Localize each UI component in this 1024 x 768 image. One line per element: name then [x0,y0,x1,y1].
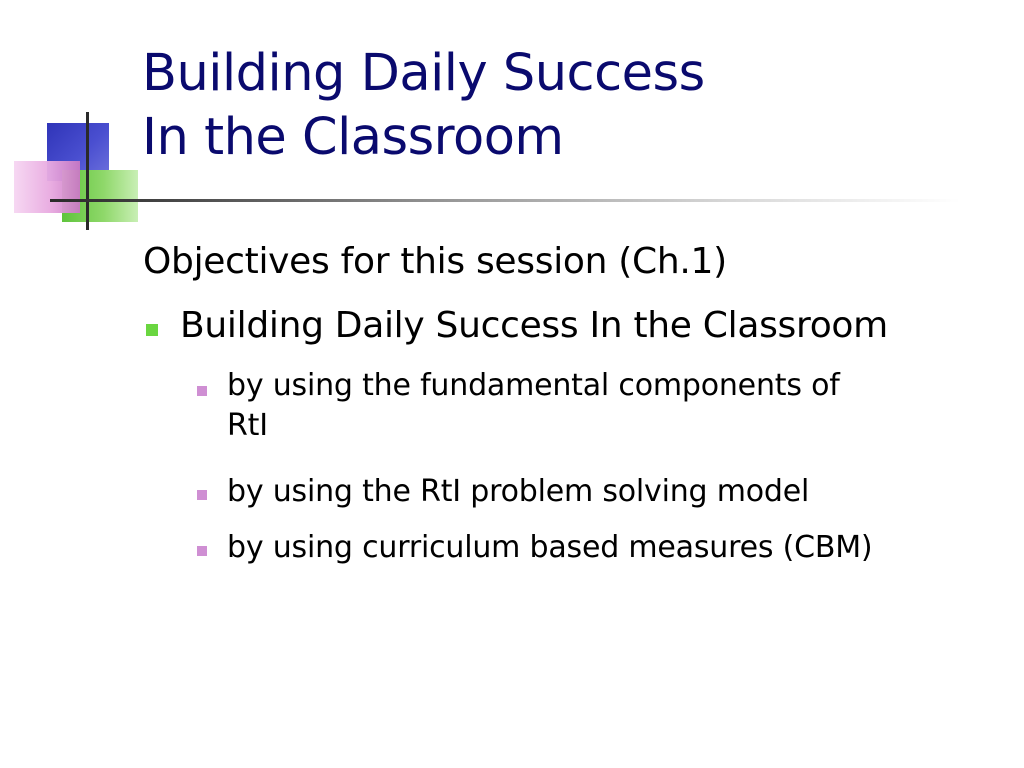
bullet-square-icon [146,324,158,336]
sub-bullet-text: by using the fundamental components of [227,368,840,403]
slide-title-line-2: In the Classroom [142,108,564,167]
decorative-vertical-line [86,112,89,230]
sub-bullet-item [227,472,809,512]
decorative-pink-square [14,161,80,213]
main-bullet-text: Building Daily Success In the Classroom [180,305,888,346]
sub-bullet-text: by using the RtI problem solving model [227,474,810,509]
title-underline [50,199,960,202]
slide-title-line-1: Building Daily Success [142,44,705,103]
sub-bullet-item [227,528,872,568]
sub-bullet-text-continued: RtI [227,408,268,443]
sub-bullet-text: by using curriculum based measures (CBM) [227,530,873,565]
objectives-heading: Objectives for this session (Ch.1) [143,241,727,282]
slide-title [142,42,705,170]
sub-bullet-item [227,366,840,446]
sub-bullet-square-icon [197,546,207,556]
sub-bullet-square-icon [197,386,207,396]
sub-bullet-square-icon [197,490,207,500]
